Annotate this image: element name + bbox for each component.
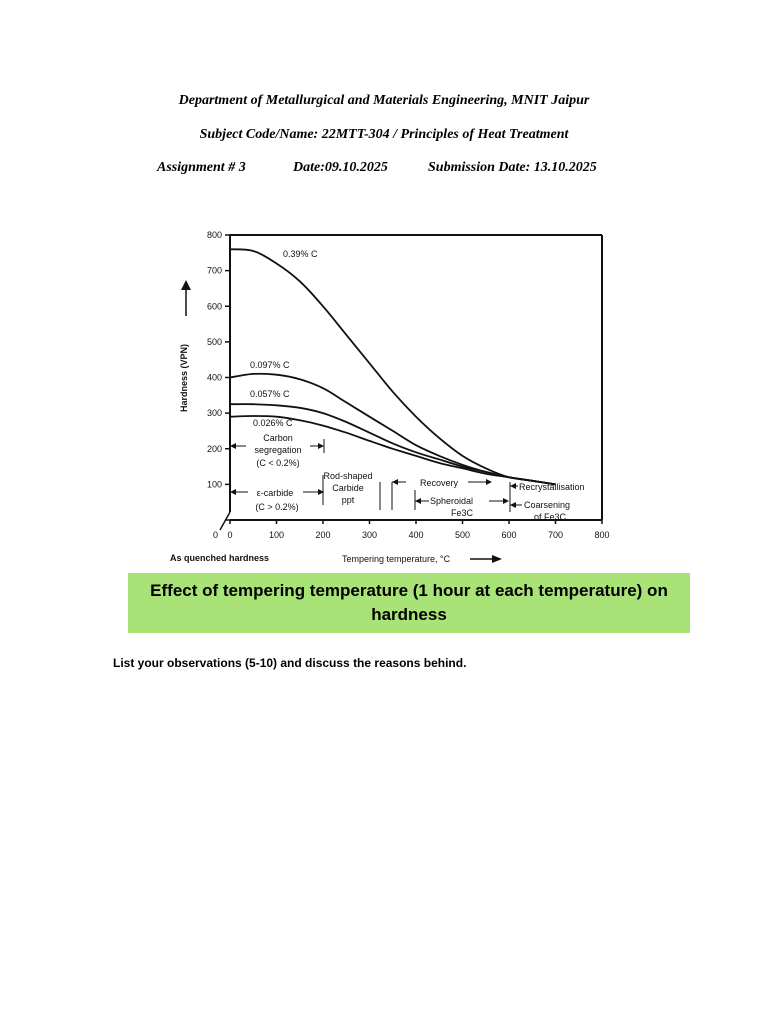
y-axis-label: Hardness (VPN) <box>179 343 189 412</box>
left-arrow-icon <box>392 479 398 485</box>
assignment-number: Assignment # 3 <box>157 160 246 175</box>
y-tick-label: 800 <box>206 230 222 240</box>
x-axis-label: Tempering temperature, °C <box>342 554 451 564</box>
annot-coarsening-fe3c: of Fe3C <box>534 512 567 522</box>
annot-ecarbide: ε-carbide <box>256 488 294 498</box>
assignment-date: Date:09.10.2025 <box>293 160 388 175</box>
x-tick-label: 200 <box>315 530 331 540</box>
x-tick-label: 100 <box>268 530 285 540</box>
y-arrow-head-icon <box>181 280 191 290</box>
y-tick-label: 600 <box>206 301 222 312</box>
caption-line-1: Effect of tempering temperature (1 hour at each temperature) on <box>150 581 668 600</box>
annot-rod-shaped: Rod-shaped <box>323 471 373 481</box>
annot-c-lt: (C < 0.2%) <box>256 458 300 468</box>
caption-line-2: hardness <box>371 605 447 624</box>
y-tick-label: 300 <box>206 408 222 419</box>
annot-c-gt: (C > 0.2%) <box>255 502 299 512</box>
x-tick-label: 700 <box>547 530 564 540</box>
annot-spheroidal-fe3c: Fe3C <box>451 508 474 518</box>
annot-coarsening: Coarsening <box>524 500 571 510</box>
x-arrow-head-icon <box>492 555 502 563</box>
figure-caption <box>128 573 690 633</box>
annot-carbon: Carbon <box>263 433 293 443</box>
series-label-0097: 0.097% C <box>250 360 290 370</box>
submission-date: Submission Date: 13.10.2025 <box>428 160 597 175</box>
right-arrow-icon <box>318 443 324 449</box>
x-tick-label: 0 <box>227 530 233 540</box>
left-arrow-icon <box>510 502 516 508</box>
x-tick-label: 300 <box>361 530 378 540</box>
y-tick-label: 700 <box>206 265 222 276</box>
annot-rod-ppt: ppt <box>341 495 355 505</box>
department-heading: Department of Metallurgical and Materials Engineering, MNIT Jaipur <box>178 93 590 108</box>
series-label-0057: 0.057% C <box>250 389 290 399</box>
subject-heading: Subject Code/Name: 22MTT-304 / Principles of Heat Treatment <box>199 127 569 142</box>
x-tick-label: 800 <box>594 530 610 540</box>
y-tick-label: 500 <box>206 336 222 347</box>
x-tick-label: 400 <box>408 530 424 540</box>
y-tick-label: 400 <box>206 372 222 383</box>
hardness-chart-svg <box>170 220 620 570</box>
left-arrow-icon <box>415 498 421 504</box>
right-arrow-icon <box>486 479 492 485</box>
origin-diagonal <box>220 512 230 530</box>
x-note-label: As quenched hardness <box>170 553 270 563</box>
x-tick-label: 500 <box>454 530 471 540</box>
series-label-0026: 0.026% C <box>253 418 293 428</box>
assignment-question: List your observations (5-10) and discuss the reasons behind. <box>113 656 467 670</box>
y-ticks <box>206 230 233 540</box>
y-tick-label: 100 <box>206 479 222 490</box>
hardness-chart <box>170 220 620 570</box>
assignment-row <box>0 160 768 180</box>
left-arrow-icon <box>510 483 516 489</box>
annot-segregation: segregation <box>254 445 302 455</box>
annot-recrystallisation: Recrystallisation <box>519 482 585 492</box>
series-label-039: 0.39% C <box>283 249 318 259</box>
x-tick-label: 600 <box>501 530 517 540</box>
annot-recovery: Recovery <box>420 478 459 488</box>
annot-spheroidal: Spheroidal <box>430 496 474 506</box>
y-tick-label: 0 <box>212 530 218 540</box>
right-arrow-icon <box>503 498 509 504</box>
x-ticks <box>227 520 609 540</box>
annot-rod-carbide: Carbide <box>332 483 364 493</box>
y-tick-label: 200 <box>206 443 222 454</box>
